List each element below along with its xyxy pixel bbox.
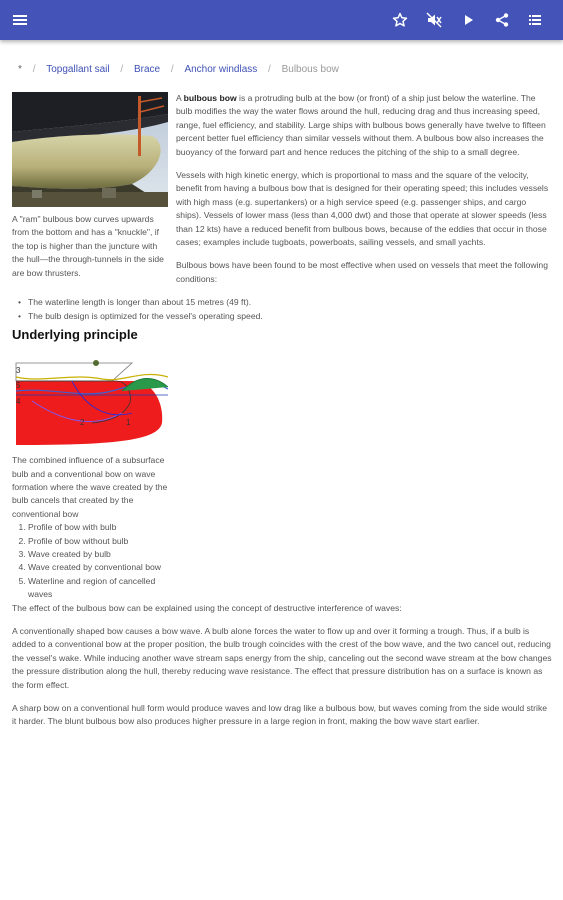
diagram-label: 4 [16, 397, 21, 407]
paragraph: Vessels with high kinetic energy, which is proportional to mass and the square of the velocity, benefit from having a bulbous bow that is designed for their operating speed; this includes vessels with high mass (e.g. supertankers) or a high service speed (e.g. passenger ships, and cargo ships). Vessels of lower mass (less than 4,000 dwt) and those that operate at slower speeds (less than 12 kts) have a reduced benefit from bulbous bows, because of the eddies that occur in those cases; examples include tugboats, powerboats, sailing vessels, and small yachts. [176, 170, 549, 248]
favorite-button[interactable] [384, 0, 416, 40]
breadcrumb-item-brace[interactable]: Brace [133, 64, 161, 75]
diagram-legend [12, 521, 168, 601]
breadcrumb-separator: / [170, 64, 174, 75]
conditions-list [12, 296, 552, 323]
intro-prefix: A [176, 93, 182, 103]
breadcrumb-item-topgallant-sail[interactable]: Topgallant sail [46, 64, 110, 75]
app-bar [0, 0, 563, 40]
breadcrumb-separator: / [268, 64, 271, 75]
share-icon [494, 12, 510, 28]
breadcrumb-separator: / [120, 64, 124, 75]
section-heading: Underlying principle [12, 327, 138, 343]
volume-off-icon [426, 12, 442, 28]
paragraph: Bulbous bows have been found to be most effective when used on vessels that meet the following conditions: [176, 260, 548, 284]
breadcrumb [18, 64, 339, 75]
legend-item: 5. Waterline and region of cancelled waves [28, 575, 168, 602]
menu-icon [12, 12, 28, 28]
diagram-label: 3 [16, 366, 21, 376]
wave-diagram[interactable] [12, 351, 168, 448]
list-item: • The bulb design is optimized for the vessel's operating speed. [18, 310, 552, 323]
play-button[interactable] [452, 0, 484, 40]
intro-term: bulbous bow [183, 93, 237, 103]
list-button[interactable] [519, 0, 551, 40]
bulbous-bow-photo[interactable] [12, 92, 168, 207]
menu-button[interactable] [4, 0, 36, 40]
play-icon [460, 12, 476, 28]
legend-item: 3. Wave created by bulb [28, 548, 168, 561]
star-outline-icon [392, 12, 408, 28]
figure-caption: A "ram" bulbous bow curves upwards from the bottom and has a "knuckle", if the top is higher than the juncture with the hull—the through-tunnels in the side are bow thrusters. [12, 214, 164, 278]
legend-item: 4. Wave created by conventional bow [28, 561, 168, 574]
figure-caption: The combined influence of a subsurface bulb and a conventional bow on wave formation where the wave created by the bulb cancels that created by the conventional bow [12, 455, 168, 519]
article-content [12, 92, 552, 739]
breadcrumb-current: Bulbous bow [281, 64, 339, 75]
mute-button[interactable] [418, 0, 450, 40]
figure-bulbous-bow-photo [12, 92, 168, 280]
share-button[interactable] [486, 0, 518, 40]
paragraph: A sharp bow on a conventional hull form would produce waves and low drag like a bulbous bow, but waves coming from the side would strike it harder. The blunt bulbous bow also produces higher pressure in a large region in front, making the bow wave start earlier. [12, 703, 548, 727]
legend-item: 1. Profile of bow with bulb [28, 521, 168, 534]
diagram-label: 1 [126, 418, 131, 428]
legend-item: 2. Profile of bow without bulb [28, 535, 168, 548]
list-item: • The waterline length is longer than about 15 metres (49 ft). [18, 296, 552, 309]
list-icon [527, 12, 543, 28]
paragraph: The effect of the bulbous bow can be explained using the concept of destructive interference of waves: [12, 602, 402, 613]
paragraph: A conventionally shaped bow causes a bow wave. A bulb alone forces the water to flow up and over it forming a trough. Thus, if a bulb is added to a conventional bow at the proper position, the bulb trough coincides with the crest of the bow wave, and the two cancel out, reducing the vessel's wake. While inducing another wave stream saps energy from the ship, canceling out the second wave stream at the bow changes the pressure distribution along the hull, thereby reducing wave resistance. The effect that pressure distribution has on a surface is known as the form effect. [12, 625, 552, 690]
breadcrumb-home[interactable]: * [18, 64, 22, 75]
intro-text: is a protruding bulb at the bow (or front) of a ship just below the waterline. The bulb modifies the way the water flows around the hull, reducing drag and thus increasing speed, range, fuel efficiency, and stability. Large ships with bulbous bows generally have twelve to fifteen percent better fuel efficiency than similar vessels without them. A bulbous bow also increases the buoyancy of the forward part and hence reduces the pitching of the ship to a small degree. [176, 93, 546, 157]
diagram-label: 5 [16, 381, 21, 391]
breadcrumb-separator: / [32, 64, 36, 75]
breadcrumb-item-anchor-windlass[interactable]: Anchor windlass [184, 64, 258, 75]
figure-wave-diagram [12, 351, 168, 601]
diagram-label: 2 [80, 418, 85, 428]
